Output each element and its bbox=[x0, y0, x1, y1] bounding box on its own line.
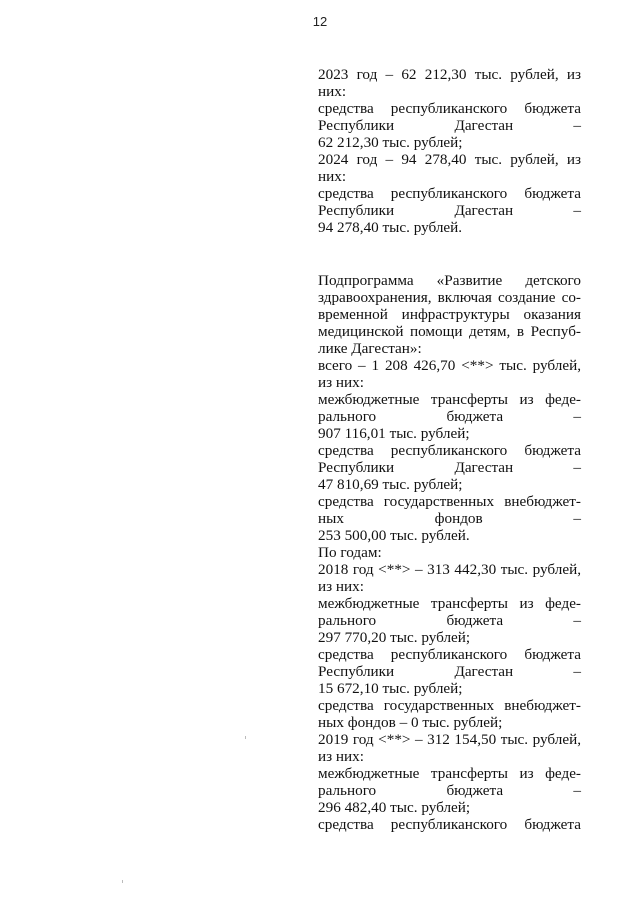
text-line: всего – 1 208 426,70 <**> тыс. рублей, bbox=[318, 357, 581, 374]
text-line: средства республиканского бюджета bbox=[318, 185, 581, 202]
paragraph-gap bbox=[318, 236, 581, 272]
page-number: 12 bbox=[312, 14, 328, 29]
text-line: средства государственных внебюджет- bbox=[318, 493, 581, 510]
text-line: временной инфраструктуры оказания bbox=[318, 306, 581, 323]
text-line: 2018 год <**> – 313 442,30 тыс. рублей, bbox=[318, 561, 581, 578]
text-line: Республики Дагестан – bbox=[318, 459, 581, 476]
text-line: межбюджетные трансферты из феде- bbox=[318, 765, 581, 782]
paragraph bbox=[318, 272, 581, 833]
scan-mark bbox=[122, 880, 123, 883]
text-line: 94 278,40 тыс. рублей. bbox=[318, 219, 463, 236]
document-body bbox=[318, 66, 581, 833]
text-line: рального бюджета – bbox=[318, 612, 581, 629]
text-line: Республики Дагестан – bbox=[318, 202, 581, 219]
text-line: 297 770,20 тыс. рублей; bbox=[318, 629, 471, 646]
text-line: 15 672,10 тыс. рублей; bbox=[318, 680, 463, 697]
text-line: лике Дагестан»: bbox=[318, 340, 422, 357]
text-line: средства республиканского бюджета bbox=[318, 442, 581, 459]
text-line: 253 500,00 тыс. рублей. bbox=[318, 527, 470, 544]
text-line: 2019 год <**> – 312 154,50 тыс. рублей, bbox=[318, 731, 581, 748]
text-line: По годам: bbox=[318, 544, 382, 561]
text-line: Республики Дагестан – bbox=[318, 663, 581, 680]
scan-mark bbox=[245, 736, 246, 739]
text-line: средства государственных внебюджет- bbox=[318, 697, 581, 714]
text-line: ных фондов – bbox=[318, 510, 581, 527]
text-line: 62 212,30 тыс. рублей; bbox=[318, 134, 463, 151]
text-line: 2024 год – 94 278,40 тыс. рублей, из bbox=[318, 151, 581, 168]
text-line: 2023 год – 62 212,30 тыс. рублей, из bbox=[318, 66, 581, 83]
text-line: из них: bbox=[318, 374, 364, 391]
text-line: межбюджетные трансферты из феде- bbox=[318, 391, 581, 408]
text-line: медицинской помощи детям, в Респуб- bbox=[318, 323, 581, 340]
text-line: 907 116,01 тыс. рублей; bbox=[318, 425, 470, 442]
text-line: здравоохранения, включая создание со- bbox=[318, 289, 581, 306]
text-line: межбюджетные трансферты из феде- bbox=[318, 595, 581, 612]
text-line: них: bbox=[318, 168, 347, 185]
text-line: рального бюджета – bbox=[318, 408, 581, 425]
text-line: ных фондов – 0 тыс. рублей; bbox=[318, 714, 503, 731]
text-line: Подпрограмма «Развитие детского bbox=[318, 272, 581, 289]
text-line: из них: bbox=[318, 578, 364, 595]
text-line: них: bbox=[318, 83, 347, 100]
text-line: 47 810,69 тыс. рублей; bbox=[318, 476, 463, 493]
text-line: из них: bbox=[318, 748, 364, 765]
text-line: Республики Дагестан – bbox=[318, 117, 581, 134]
text-line: средства республиканского бюджета bbox=[318, 646, 581, 663]
text-line: рального бюджета – bbox=[318, 782, 581, 799]
paragraph bbox=[318, 66, 581, 236]
text-line: средства республиканского бюджета bbox=[318, 816, 581, 833]
text-line: средства республиканского бюджета bbox=[318, 100, 581, 117]
text-line: 296 482,40 тыс. рублей; bbox=[318, 799, 471, 816]
